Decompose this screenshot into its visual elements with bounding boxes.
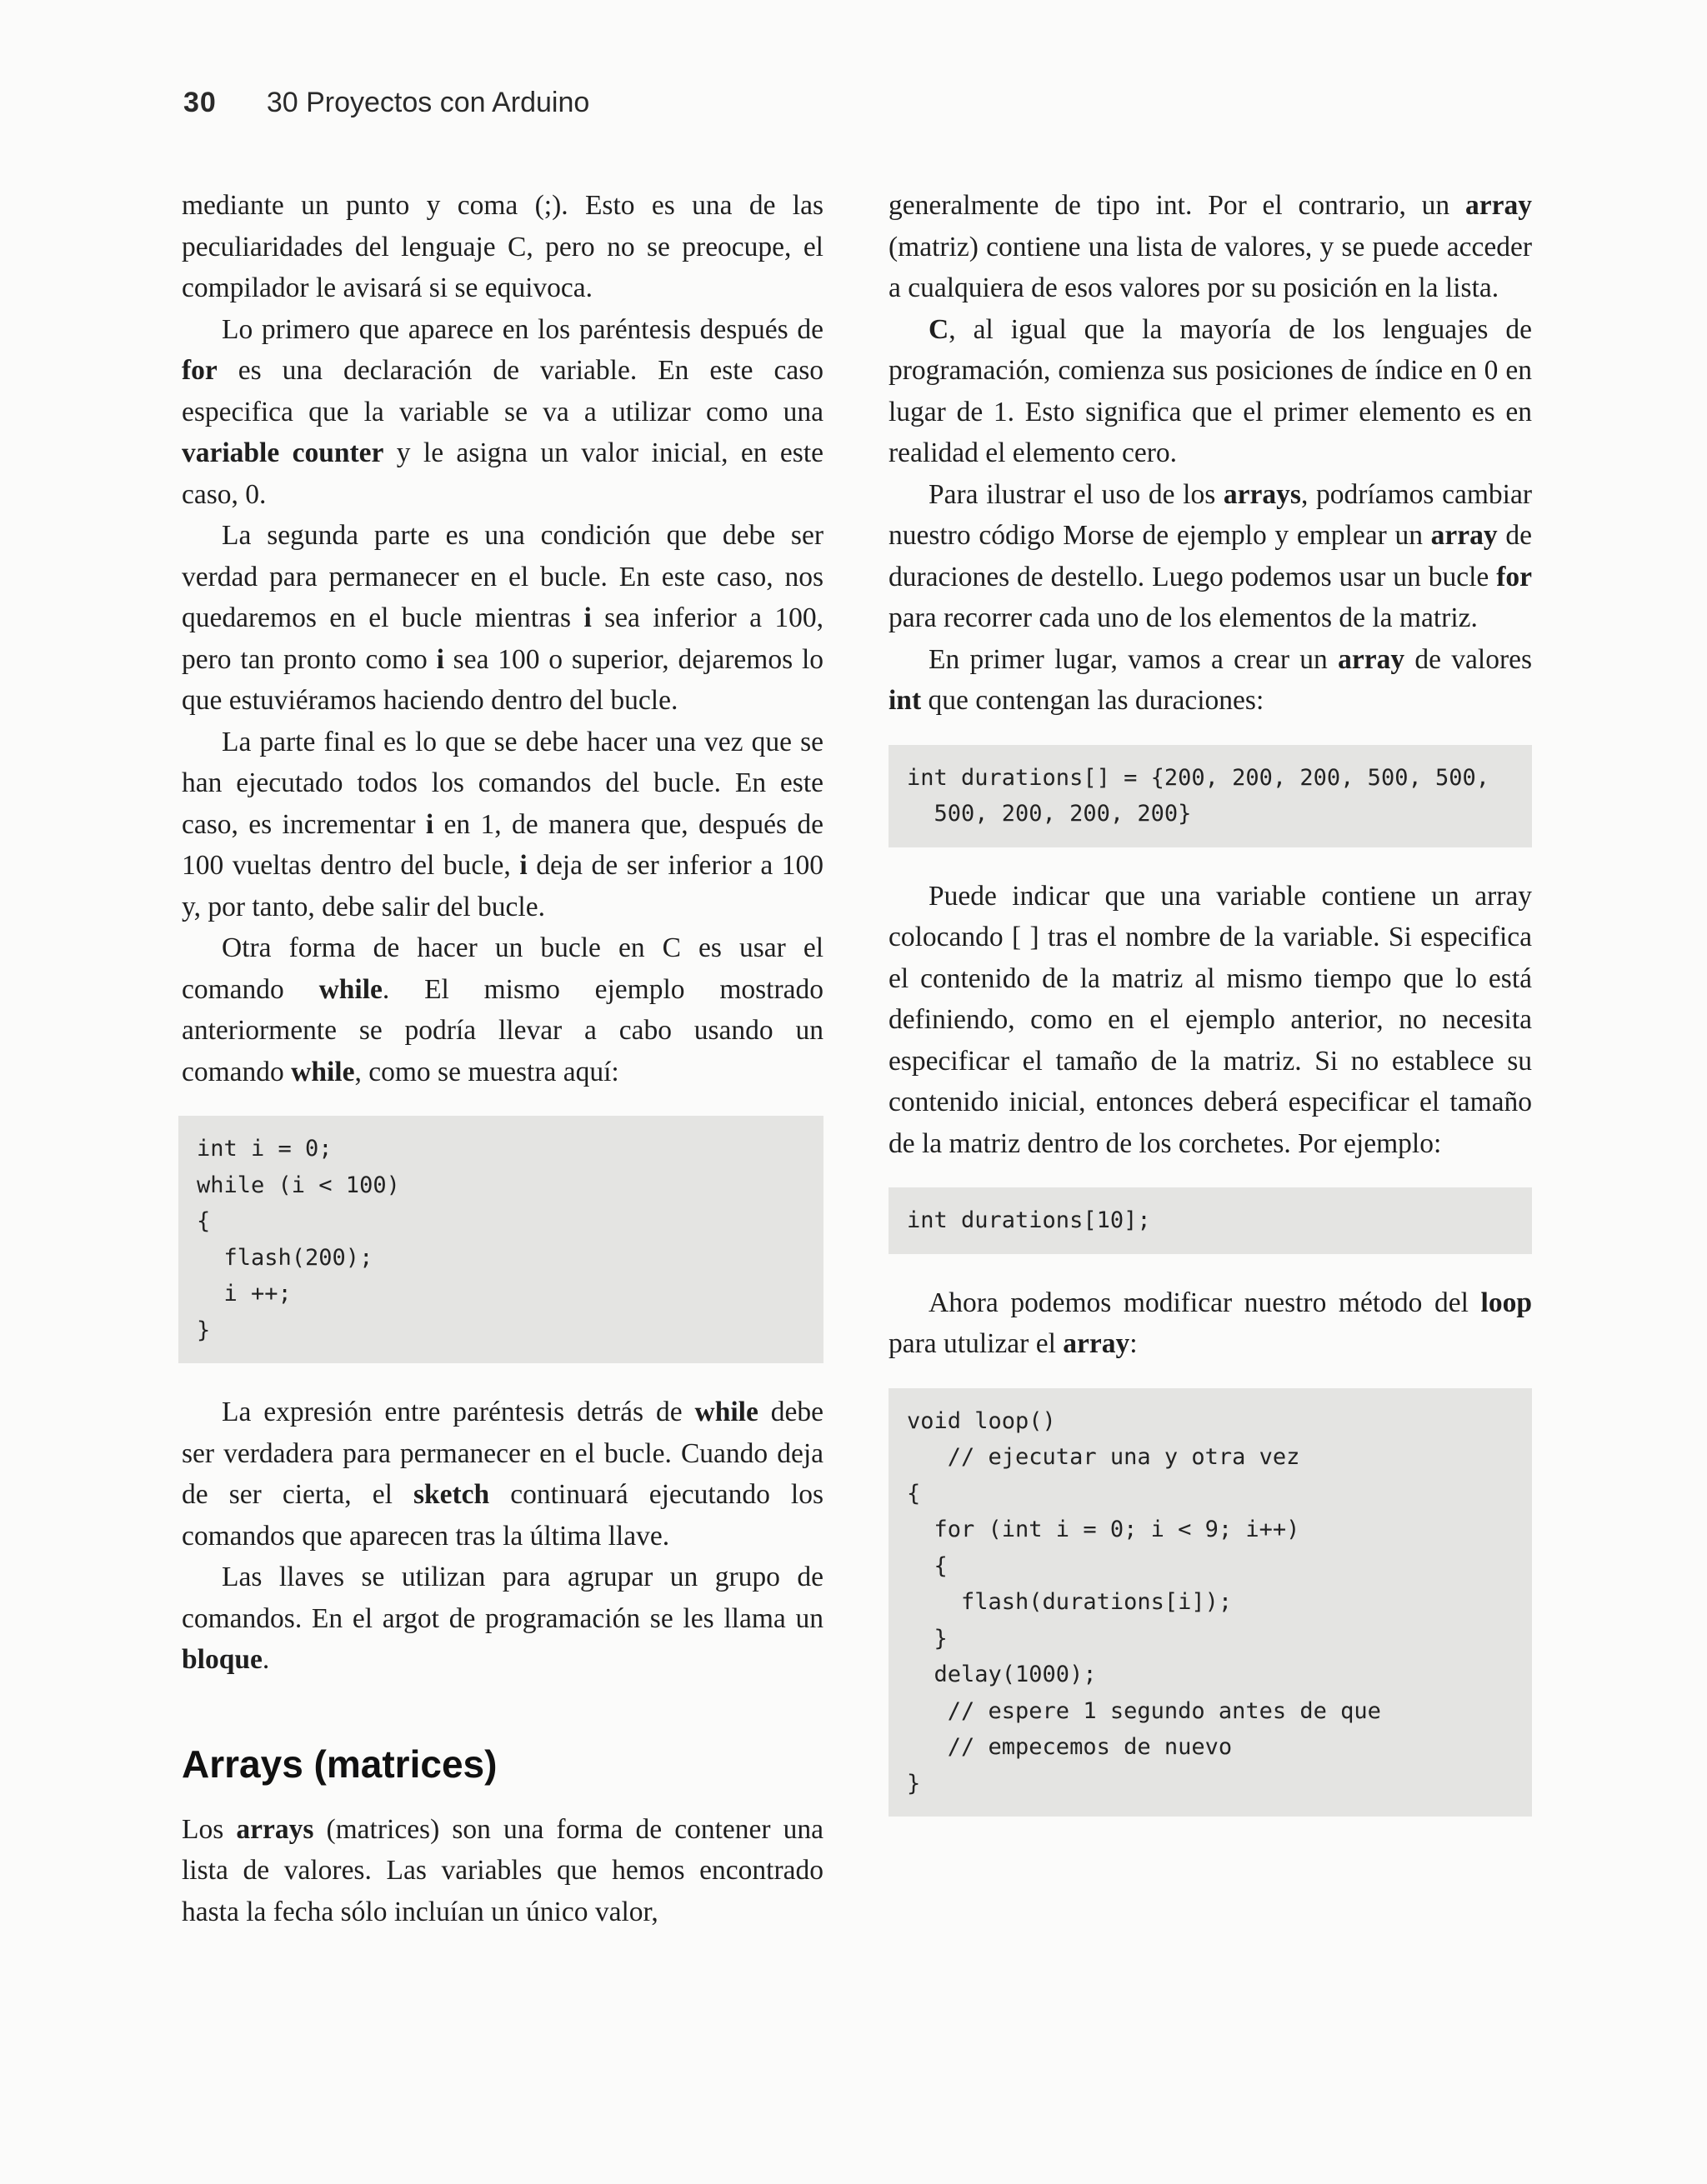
paragraph: En primer lugar, vamos a crear un array de valores int que contengan las duraciones:: [889, 643, 1533, 716]
paragraph: Para ilustrar el uso de los arrays, podríamos cambiar nuestro código Morse de ejemplo y emplear un array de duraciones de destello. Luego podemos usar un bucle for para recorrer cada uno de los elementos de la matriz.: [889, 478, 1532, 633]
paragraph: Ahora podemos modificar nuestro método del loop para utulizar el array:: [889, 1287, 1532, 1359]
paragraph: La parte final es lo que se debe hacer una vez que se han ejecutado todos los comandos del bucle. En este caso, es incrementar i en 1, de manera que, después de 100 vueltas dentro del bucle, i deja de ser inferior a 100 y, por tanto, debe salir del bucle.: [182, 726, 824, 922]
page-header: [183, 87, 589, 119]
paragraph: Puede indicar que una variable contiene un array colocando [ ] tras el nombre de la variable. Si especifica el contenido de la matriz al mismo tiempo que lo está definiendo, como en el ejemplo anterior, no necesita especificar el tamaño de la matriz. Si no establece su contenido inicial, entonces deberá especificar el tamaño de la matriz dentro de los corchetes. Por ejemplo:: [889, 880, 1532, 1159]
right-column: [889, 185, 1532, 1845]
page-number: 30: [183, 87, 217, 118]
paragraph: C, al igual que la mayoría de los lenguajes de programación, comienza sus posiciones de índice en 0 en lugar de 1. Esto significa que el primer elemento es en realidad el elemento cero.: [889, 313, 1532, 468]
code-block-while: int i = 0; while (i < 100) { flash(200); i ++; }: [178, 1116, 823, 1363]
paragraph: La segunda parte es una condición que debe ser verdad para permanecer en el bucle. En este caso, nos quedaremos en el bucle mientras i sea inferior a 100, pero tan pronto como i sea 100 o superior, dejaremos lo que estuviéramos haciendo dentro del bucle.: [182, 520, 823, 716]
running-title: 30 Proyectos con Arduino: [266, 87, 590, 118]
left-column: [182, 185, 823, 1932]
code-block-loop: void loop() // ejecutar una y otra vez { for (int i = 0; i < 9; i++) { flash(durations[i]); } delay(1000); // espere 1 segundo antes de que // empecemos de nuevo }: [889, 1388, 1532, 1817]
code-block-array-declaration: int durations[] = {200, 200, 200, 500, 500, 500, 200, 200, 200}: [889, 745, 1532, 847]
code-block-array-size: int durations[10];: [889, 1187, 1532, 1254]
paragraph: mediante un punto y coma (;). Esto es una de las peculiaridades del lenguaje C, pero no se preocupe, el compilador le avisará si se equivoca.: [182, 190, 823, 303]
paragraph: Otra forma de hacer un bucle en C es usar el comando while. El mismo ejemplo mostrado anteriormente se podría llevar a cabo usando un comando while, como se muestra aquí:: [182, 932, 823, 1087]
paragraph: La expresión entre paréntesis detrás de while debe ser verdadera para permanecer en el bucle. Cuando deja de ser cierta, el sketch continuará ejecutando los comandos que aparecen tras la última llave.: [182, 1397, 824, 1552]
paragraph: Lo primero que aparece en los paréntesis después de for es una declaración de variable. En este caso especifica que la variable se va a utilizar como una variable counter y le asigna un valor inicial, en este caso, 0.: [182, 313, 823, 510]
section-heading: Arrays (matrices): [182, 1742, 498, 1786]
paragraph: Los arrays (matrices) son una forma de contener una lista de valores. Las variables que hemos encontrado hasta la fecha sólo incluían un único valor,: [182, 1813, 824, 1927]
paragraph: generalmente de tipo int. Por el contrario, un array (matriz) contiene una lista de valores, y se puede acceder a cualquiera de esos valores por su posición en la lista.: [889, 190, 1532, 303]
paragraph: Las llaves se utilizan para agrupar un grupo de comandos. En el argot de programación se les llama un bloque.: [182, 1562, 823, 1675]
